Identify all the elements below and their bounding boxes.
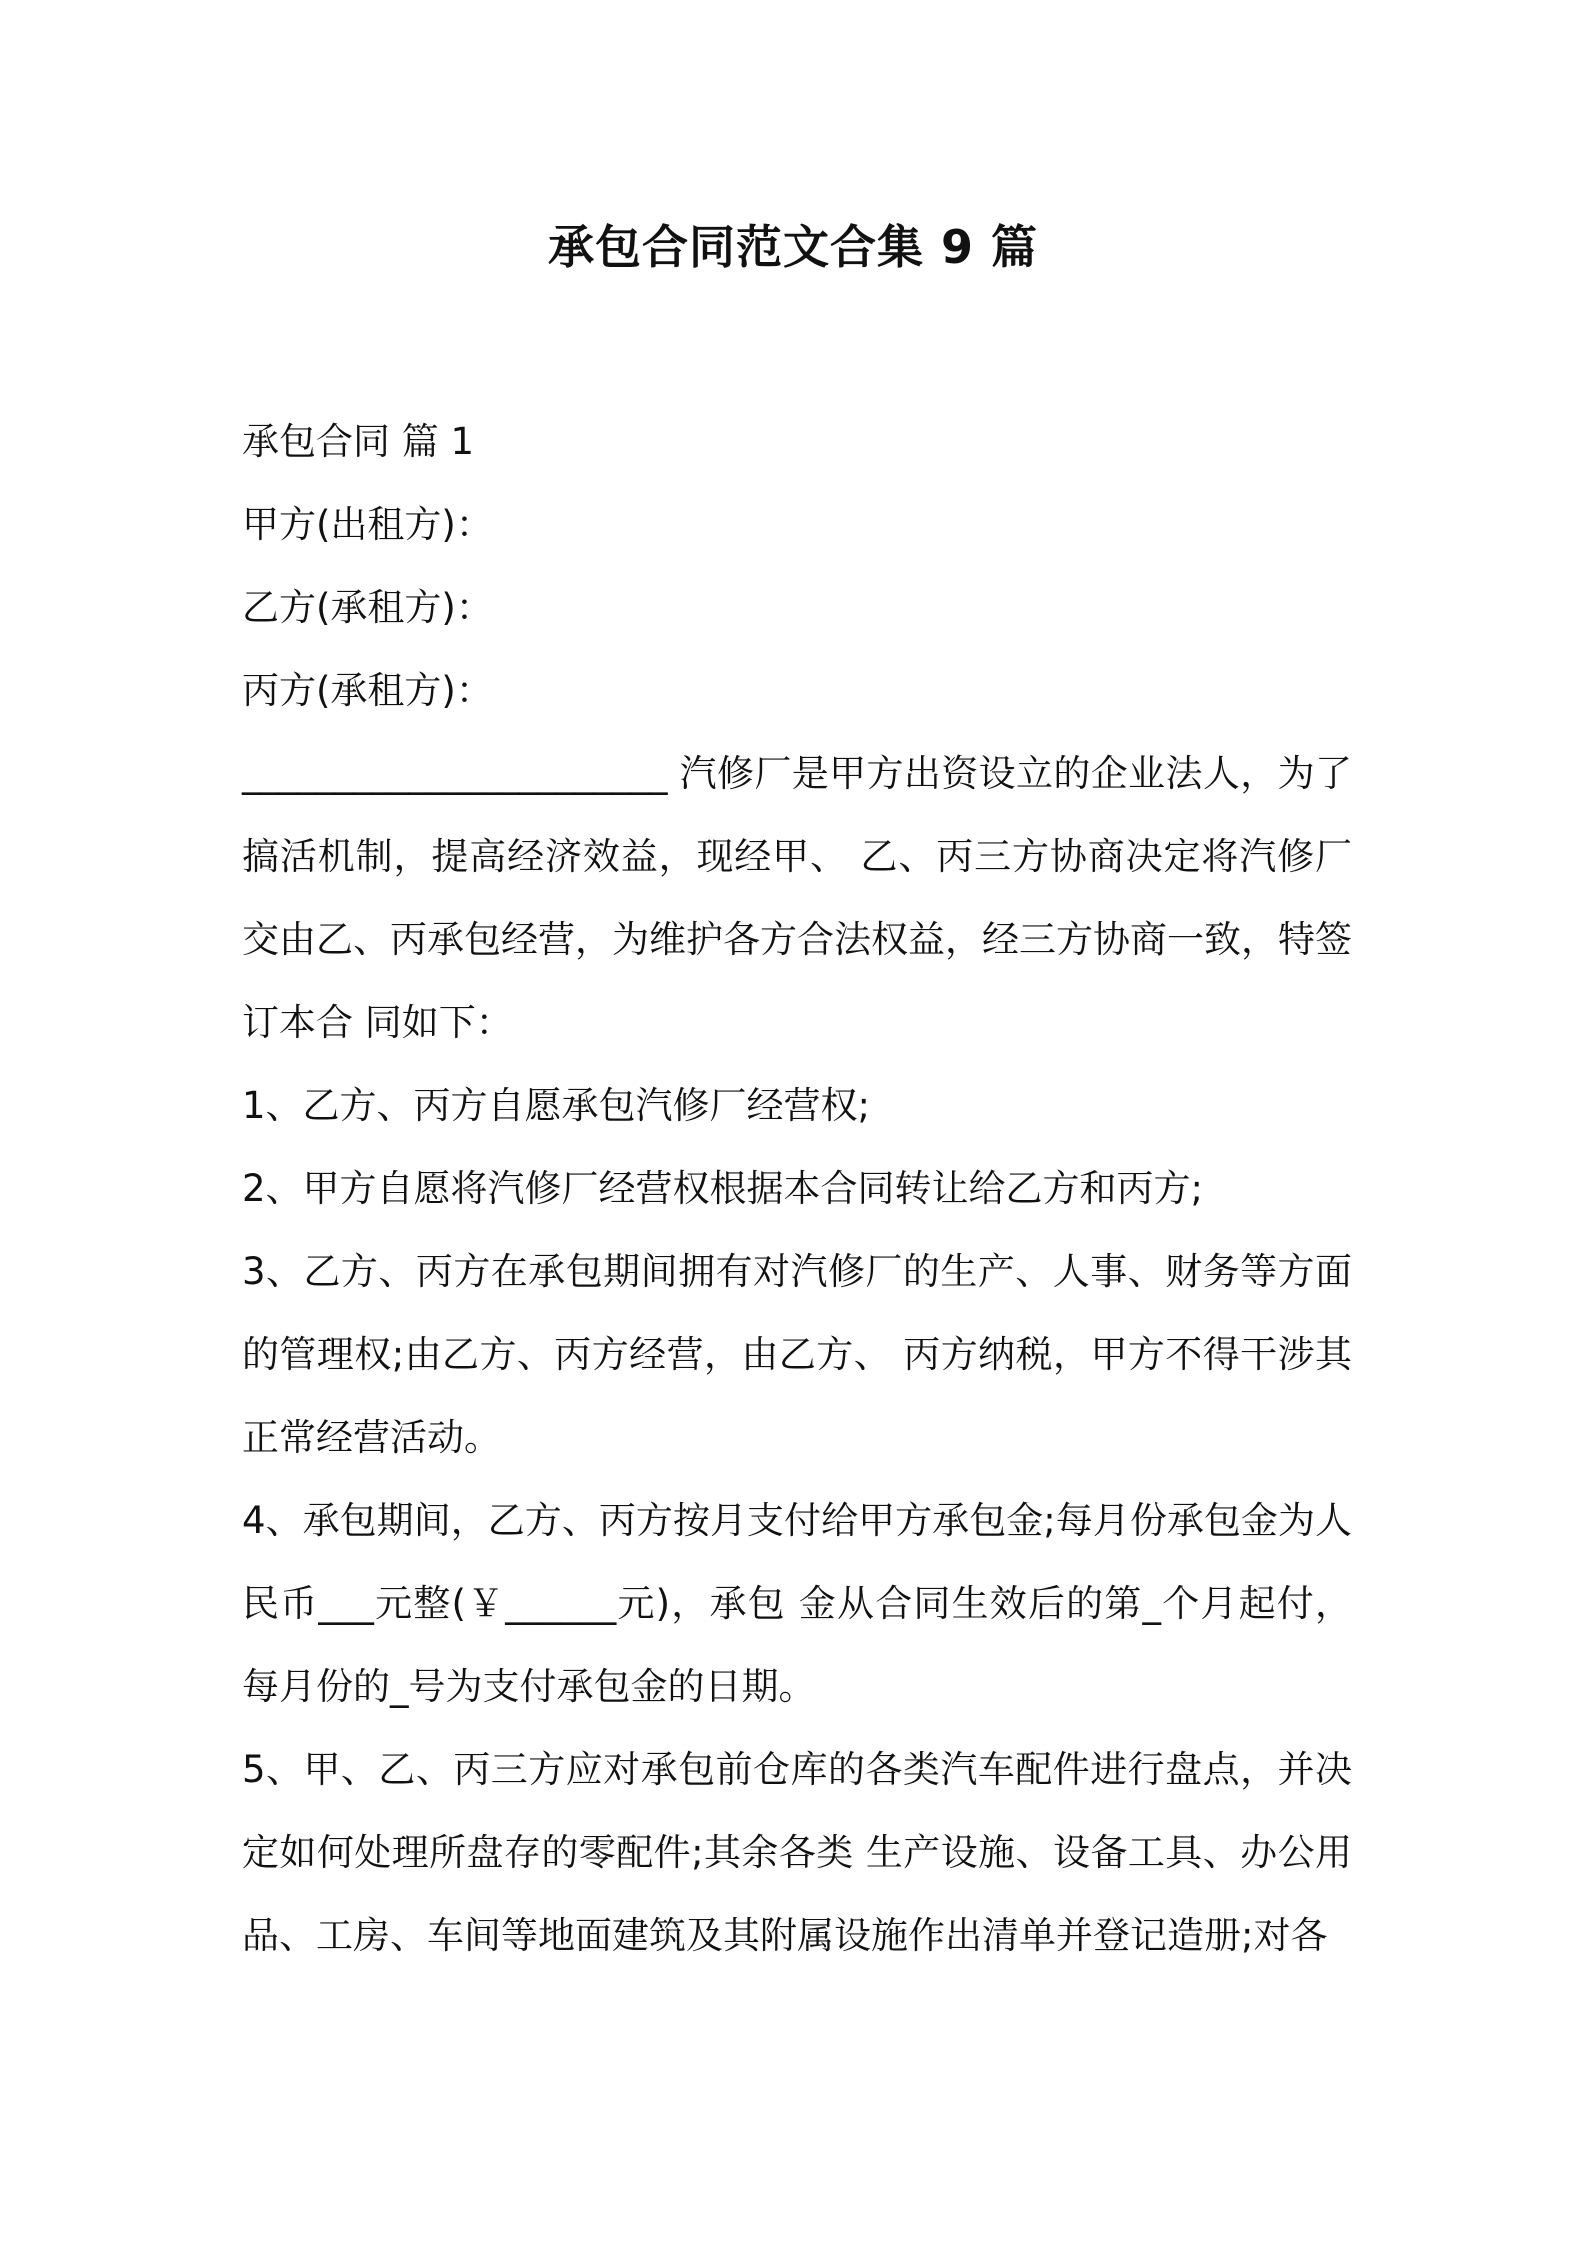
document-title: 承包合同范文合集 9 篇: [547, 220, 1039, 274]
party-a-line: 甲方(出租方)：: [242, 503, 493, 546]
clause-1: 1、乙方、丙方自愿承包汽修厂经营权;: [242, 1084, 871, 1127]
clause-3: 3、乙方、丙方在承包期间拥有对汽修厂的生产、人事、财务等方面的管理权;由乙方、丙方经营，由乙方、 丙方纳税，甲方不得干涉其正常经营活动。: [242, 1250, 1352, 1459]
document-body: [242, 400, 1352, 1977]
section-heading: 承包合同 篇 1: [242, 420, 475, 463]
preamble-paragraph: _______________________ 汽修厂是甲方出资设立的企业法人，为了搞活机制，提高经济效益，现经甲、 乙、丙三方协商决定将汽修厂交由乙、丙承包经营，为维护各方合法权益，经三方协商一致，特签订本合 同如下：: [242, 752, 1352, 1044]
clause-5: 5、甲、乙、丙三方应对承包前仓库的各类汽车配件进行盘点，并决定如何处理所盘存的零配件;其余各类 生产设施、设备工具、办公用品、工房、车间等地面建筑及其附属设施作出清单并登记造册;对各: [242, 1748, 1352, 1957]
party-c-line: 丙方(承租方)：: [242, 669, 493, 712]
clause-4: 4、承包期间，乙方、丙方按月支付给甲方承包金;每月份承包金为人民币___元整(￥______元)，承包 金从合同生效后的第_个月起付，每月份的_号为支付承包金的日期。: [242, 1499, 1352, 1708]
party-b-line: 乙方(承租方)：: [242, 586, 493, 629]
clause-2: 2、甲方自愿将汽修厂经营权根据本合同转让给乙方和丙方;: [242, 1167, 1204, 1210]
